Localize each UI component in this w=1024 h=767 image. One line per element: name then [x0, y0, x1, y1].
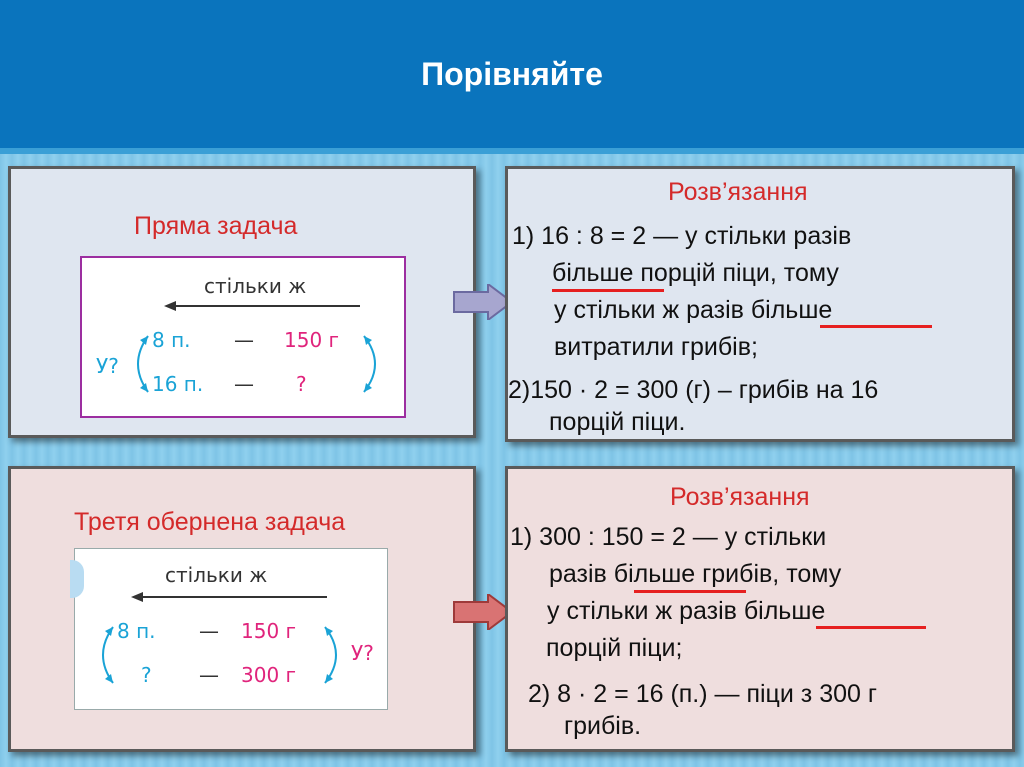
scheme-row1-right: 150 г: [284, 328, 340, 352]
underline-more-4: [816, 626, 926, 629]
underline-more-1: [552, 289, 664, 292]
underline-more-3: [634, 590, 746, 593]
scheme2-left-curve-arrow: [91, 621, 121, 691]
scheme-top-label: стільки ж: [204, 274, 307, 298]
scheme-row2-dash: —: [234, 372, 254, 396]
solution2-line6: грибів.: [564, 712, 642, 740]
underline-more-2: [820, 325, 932, 328]
solution1-line6: порцій піци.: [549, 408, 686, 436]
page-title: Порівняйте: [421, 56, 603, 92]
scheme-row2-left: 16 п.: [152, 372, 204, 396]
direct-problem-title: Пряма задача: [134, 212, 298, 240]
solution2-line2: разів більше грибів, тому: [549, 560, 842, 588]
scheme2-row1-dash: —: [199, 619, 219, 643]
solution1-line1: 1) 16 : 8 = 2 — у стільки разів: [512, 222, 852, 250]
scheme2-top-label: стільки ж: [165, 563, 268, 587]
scheme-row1-left: 8 п.: [152, 328, 191, 352]
solution2-line1: 1) 300 : 150 = 2 — у стільки: [510, 523, 827, 551]
scheme2-left-arrow: [131, 589, 331, 605]
solution2-title: Розв’язання: [670, 483, 810, 511]
scheme2-question: У?: [351, 641, 374, 665]
scheme2-edge-tab: [70, 560, 84, 598]
inverse-problem-title: Третя обернена задача: [74, 508, 346, 536]
scheme2-row1-right: 150 г: [241, 619, 297, 643]
scheme-right-curve-arrow: [358, 330, 388, 400]
scheme-question: У?: [96, 354, 119, 378]
scheme-left-arrow: [164, 298, 364, 314]
header-bar: [0, 0, 1024, 154]
scheme2-right-curve-arrow: [319, 621, 349, 691]
solution2-line5: 2) 8 · 2 = 16 (п.) — піци з 300 г: [528, 680, 877, 708]
scheme-row1-dash: —: [234, 328, 254, 352]
scheme2-row2-left: ?: [141, 663, 152, 687]
scheme2-row2-right: 300 г: [241, 663, 297, 687]
solution1-line4: витратили грибів;: [554, 333, 758, 361]
solution1-line3: у стільки ж разів більше: [554, 296, 833, 324]
scheme-row2-right: ?: [296, 372, 307, 396]
solution2-line4: порцій піци;: [546, 634, 683, 662]
scheme-left-curve-arrow: [126, 330, 156, 400]
inverse-scheme-box: [74, 548, 388, 710]
solution1-line2: більше порцій піци, тому: [552, 259, 839, 287]
direct-scheme-box: [80, 256, 406, 418]
solution2-line3: у стільки ж разів більше: [547, 597, 826, 625]
solution1-title: Розв’язання: [668, 178, 808, 206]
solution1-line5: 2)150 · 2 = 300 (г) – грибів на 16: [508, 376, 879, 404]
scheme2-row2-dash: —: [199, 663, 219, 687]
scheme2-row1-left: 8 п.: [117, 619, 156, 643]
